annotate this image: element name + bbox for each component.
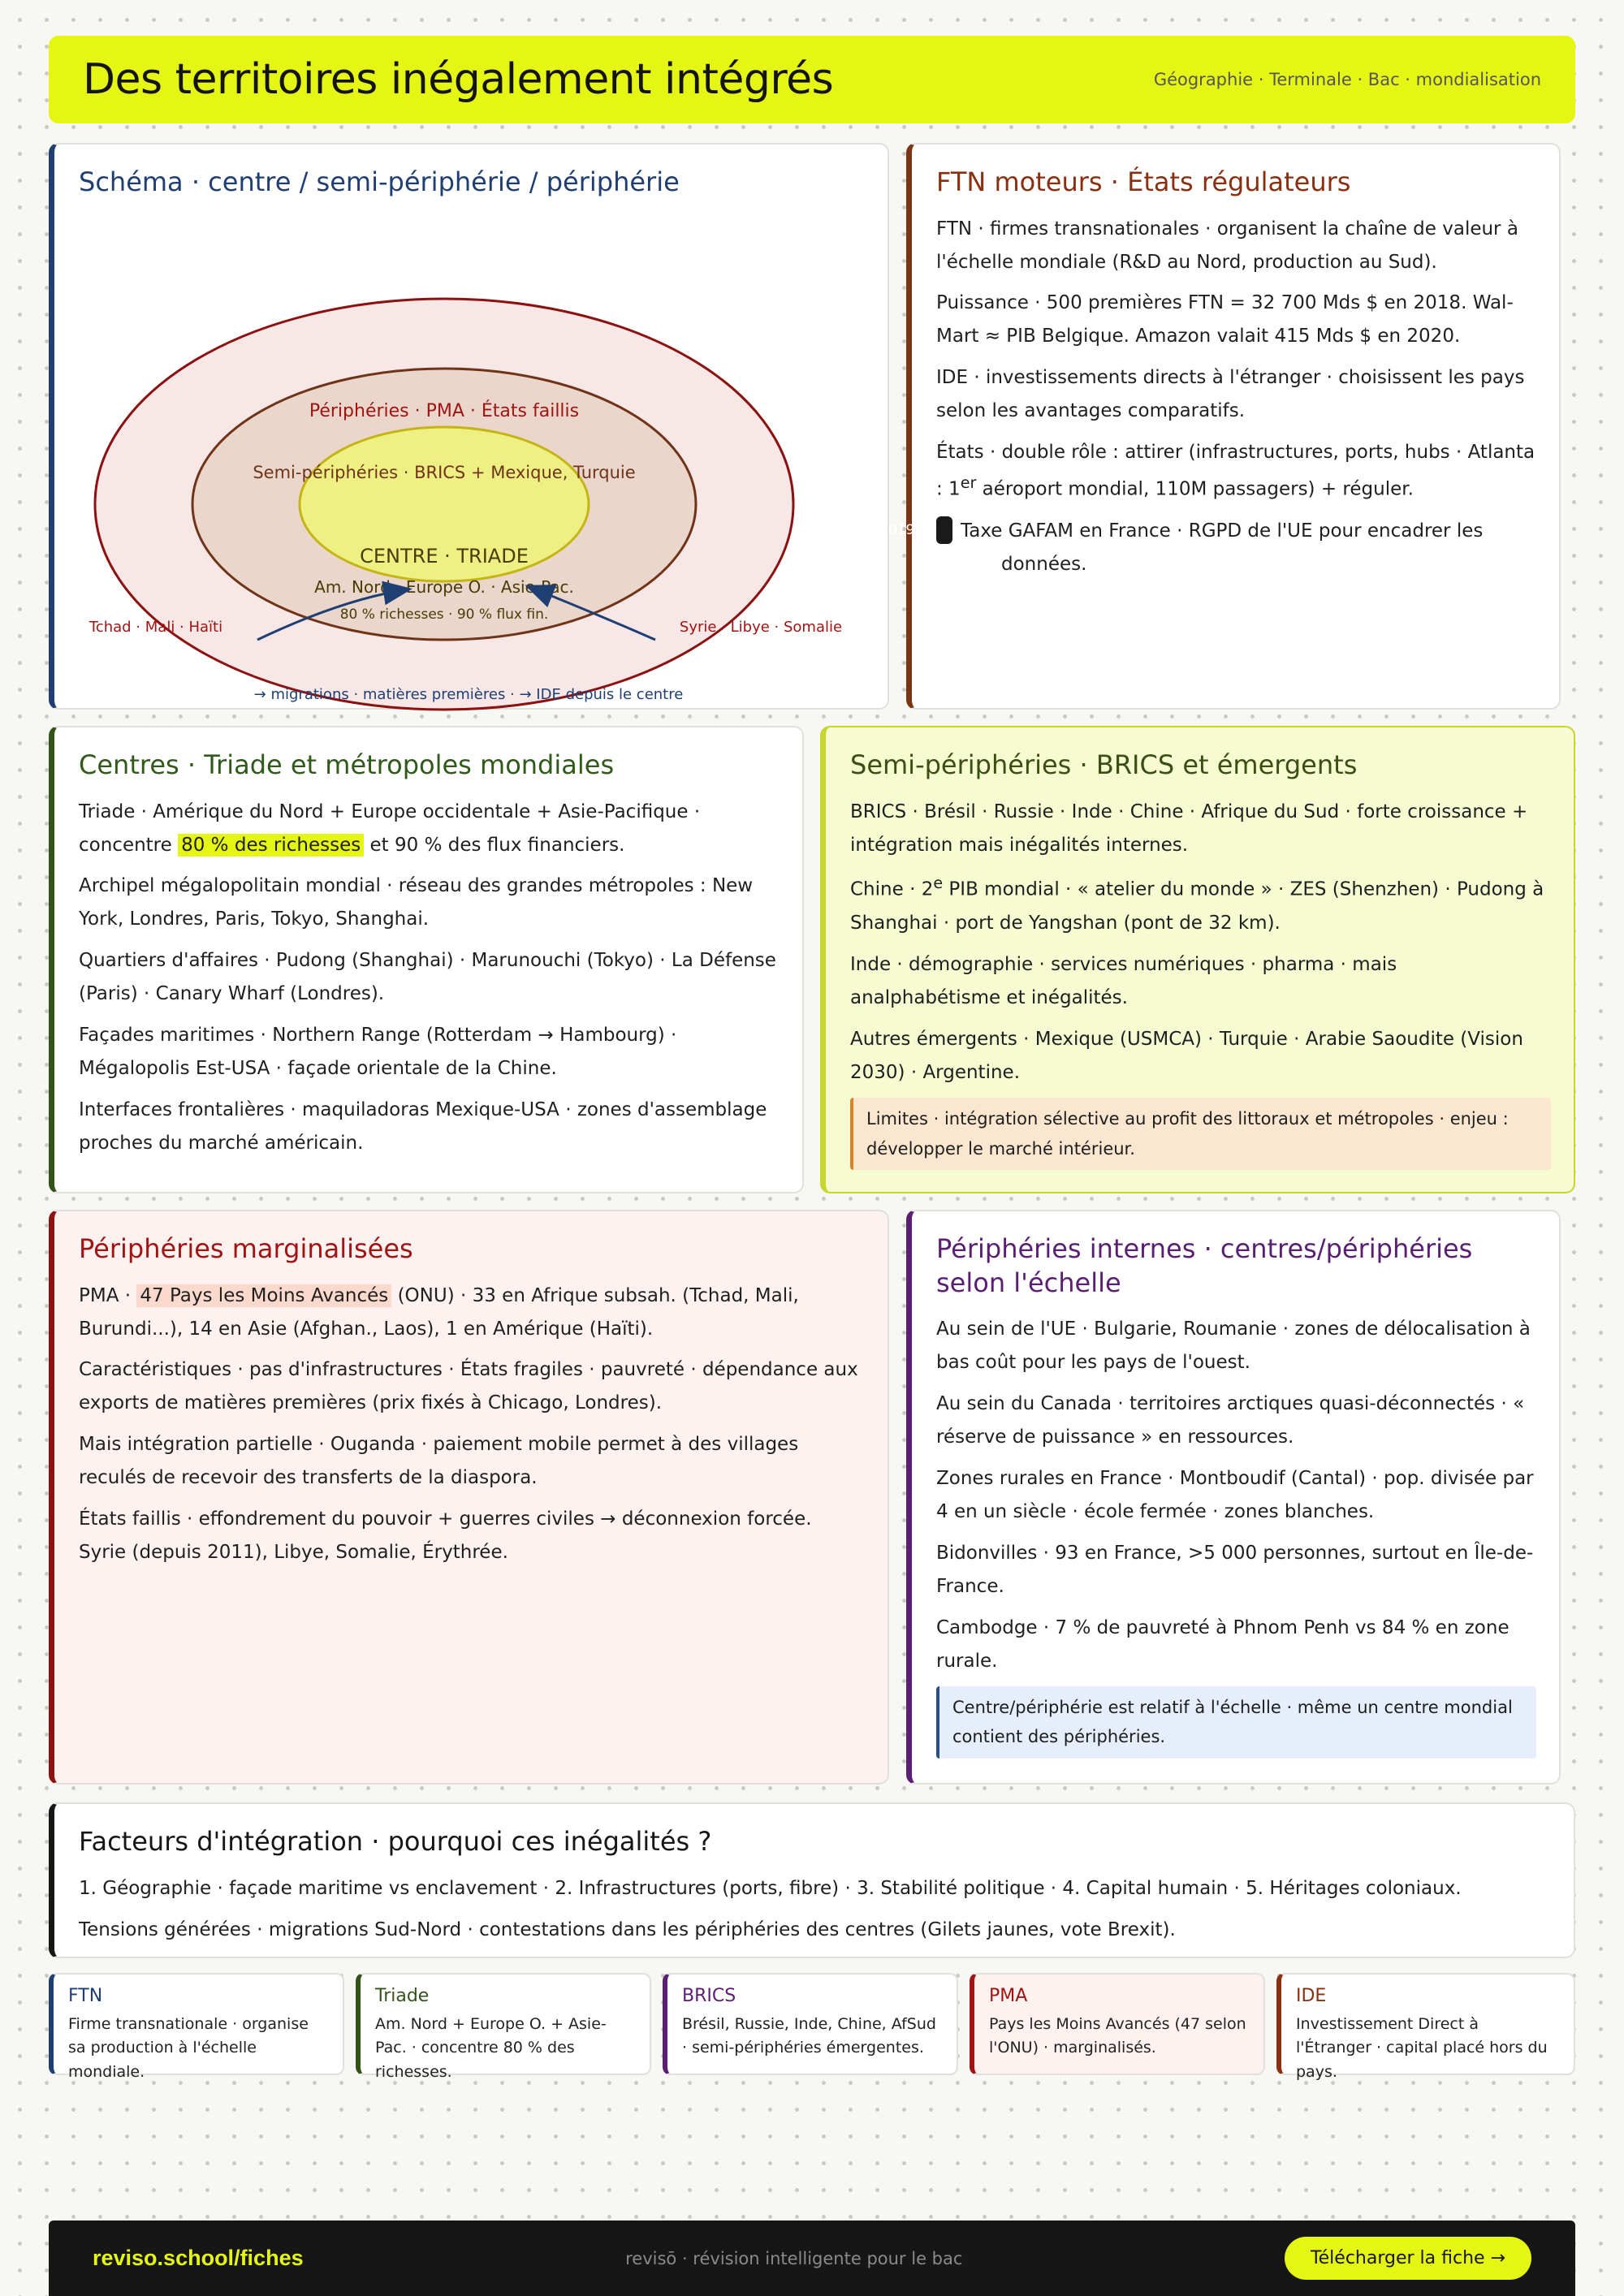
facteurs-tensions: Tensions générées · migrations Sud-Nord · contestations dans les périphéries des centres (Gilets jaunes, vote Brexit). bbox=[79, 1918, 1176, 1940]
semi-brics: BRICS · Brésil · Russie · Inde · Chine · Afrique du Sud · forte croissance + intégration mais inégalités internes. bbox=[850, 801, 1528, 856]
download-button[interactable]: Télécharger la fiche → bbox=[1285, 2237, 1531, 2280]
peripheries-pma: PMA · 47 Pays les Moins Avancés (ONU) · 33 en Afrique subsah. (Tchad, Mali, Burundi...), 14 en Asie (Afghan., Laos), 1 en Amérique (Haïti). bbox=[79, 1284, 799, 1340]
centres-quartiers: Quartiers d'affaires · Pudong (Shanghai) · Marunouchi (Tokyo) · La Défense (Paris) · Canary Wharf (Londres). bbox=[79, 950, 776, 1005]
centres-title: Centres · Triade et métropoles mondiales bbox=[79, 749, 615, 780]
internes-cambodge: Cambodge · 7 % de pauvreté à Phnom Penh vs 84 % en zone rurale. bbox=[936, 1616, 1510, 1672]
semi-chine: Chine · $2^e$ PIB mondial · « atelier du monde » · ZES (Shenzhen) · Pudong à Shanghai · port de Yangshan (pont de 32 km). bbox=[850, 874, 1544, 934]
centre-title: CENTRE · TRIADE bbox=[360, 545, 529, 568]
ftn-regulation: 2019 Taxe GAFAM en France · RGPD de l'UE pour encadrer les données. bbox=[936, 515, 1536, 581]
schema-card bbox=[49, 143, 889, 710]
footer-tagline: revisō · révision intelligente pour le bac bbox=[625, 2248, 963, 2268]
semi-title: Semi-périphéries · BRICS et émergents bbox=[850, 749, 1358, 780]
ftn-title: FTN moteurs · États régulateurs bbox=[936, 166, 1351, 197]
glossary-term: PMA bbox=[989, 1986, 1028, 2006]
internes-title: Périphéries internes · centres/périphéries selon l'échelle bbox=[936, 1233, 1473, 1298]
centre-periphery-diagram bbox=[71, 226, 875, 703]
glossary-ide bbox=[1276, 1973, 1575, 2081]
glossary-def: Firme transnationale · organise sa production à l'échelle mondiale. bbox=[68, 2015, 309, 2081]
internes-card bbox=[906, 1210, 1561, 1785]
peripheries-etats-faillis: États faillis · effondrement du pouvoir + guerres civiles → déconnexion forcée. Syrie (depuis 2011), Libye, Somalie, Érythrée. bbox=[79, 1508, 812, 1564]
glossary-term: Triade bbox=[375, 1986, 430, 2006]
internes-bidonvilles: Bidonvilles · 93 en France, >5 000 personnes, surtout en Île-de-France. bbox=[936, 1542, 1534, 1597]
glossary-ftn bbox=[49, 1973, 344, 2081]
highlight-pma: 47 Pays les Moins Avancés bbox=[136, 1284, 391, 1307]
page-header bbox=[49, 36, 1575, 123]
semi-card bbox=[820, 726, 1575, 1193]
facteurs-title: Facteurs d'intégration · pourquoi ces inégalités ? bbox=[79, 1826, 712, 1857]
centres-interfaces: Interfaces frontalières · maquiladoras Mexique-USA · zones d'assemblage proches du marché américain. bbox=[79, 1099, 767, 1154]
semi-periphery-label: Semi-périphéries · BRICS + Mexique, Turquie bbox=[253, 463, 636, 482]
ftn-ide: IDE · investissements directs à l'étranger · choisissent les pays selon les avantages comparatifs. bbox=[936, 367, 1525, 422]
semi-inde: Inde · démographie · services numériques · pharma · mais analphabétisme et inégalités. bbox=[850, 954, 1397, 1008]
left-countries-label: Tchad · Mali · Haïti bbox=[89, 619, 223, 636]
centre-line1: Am. Nord · Europe O. · Asie-Pac. bbox=[314, 577, 574, 597]
periphery-label: Périphéries · PMA · États faillis bbox=[309, 401, 580, 421]
centres-facades: Façades maritimes · Northern Range (Rotterdam → Hambourg) · Mégalopolis Est-USA · façade orientale de la Chine. bbox=[79, 1025, 677, 1080]
page-footer bbox=[49, 2220, 1575, 2296]
glossary-def: Brésil, Russie, Inde, Chine, AfSud · semi-périphéries émergentes. bbox=[682, 2015, 936, 2057]
internes-ue: Au sein de l'UE · Bulgarie, Roumanie · zones de délocalisation à bas coût pour les pays de l'ouest. bbox=[936, 1318, 1531, 1374]
page-title: Des territoires inégalement intégrés bbox=[83, 55, 834, 104]
schema-title: Schéma · centre / semi-périphérie / périphérie bbox=[79, 166, 680, 197]
glossary-triade bbox=[356, 1973, 651, 2081]
ftn-power: Puissance · 500 premières FTN = 32 700 Mds $ en 2018. Wal-Mart ≈ PIB Belgique. Amazon valait 415 Mds $ en 2020. bbox=[936, 292, 1514, 347]
glossary-brics bbox=[663, 1973, 958, 2075]
year-chip: 2019 bbox=[936, 516, 952, 544]
peripheries-caracteristiques: Caractéristiques · pas d'infrastructures · États fragiles · pauvreté · dépendance aux exports de matières premières (prix fixés à Chicago, Londres). bbox=[79, 1359, 858, 1414]
facteurs-card bbox=[49, 1802, 1575, 1958]
ftn-definition: FTN · firmes transnationales · organisent la chaîne de valeur à l'échelle mondiale (R&D au Nord, production au Sud). bbox=[936, 218, 1518, 273]
glossary-term: IDE bbox=[1296, 1986, 1327, 2006]
centres-archipel: Archipel mégalopolitain mondial · réseau des grandes métropoles : New York, Londres, Paris, Tokyo, Shanghai. bbox=[79, 875, 754, 930]
centres-card bbox=[49, 726, 804, 1193]
peripheries-title: Périphéries marginalisées bbox=[79, 1233, 413, 1264]
ftn-card bbox=[879, 143, 1561, 710]
site-link[interactable]: reviso.school/fiches bbox=[93, 2246, 304, 2270]
flows-label: → migrations · matières premières · → IDE depuis le centre bbox=[253, 686, 684, 703]
glossary-pma bbox=[970, 1973, 1265, 2075]
semi-limites-note: Limites · intégration sélective au profit des littoraux et métropoles · enjeu : développer le marché intérieur. bbox=[850, 1098, 1551, 1171]
right-countries-label: Syrie · Libye · Somalie bbox=[679, 619, 843, 636]
glossary-term: BRICS bbox=[682, 1986, 736, 2006]
semi-autres: Autres émergents · Mexique (USMCA) · Turquie · Arabie Saoudite (Vision 2030) · Argentine. bbox=[850, 1028, 1523, 1083]
centres-triade: Triade · Amérique du Nord + Europe occidentale + Asie-Pacifique · concentre 80 % des richesses et 90 % des flux financiers. bbox=[79, 801, 701, 856]
internes-echelle-note: Centre/périphérie est relatif à l'échelle · même un centre mondial contient des périphéries. bbox=[936, 1686, 1536, 1759]
glossary-term: FTN bbox=[68, 1986, 103, 2006]
ftn-states: États · double rôle : attirer (infrastructures, ports, hubs · Atlanta : 1er aéroport mondial, 110M passagers) + réguler. bbox=[936, 442, 1535, 500]
peripheries-card bbox=[49, 1210, 889, 1785]
internes-rural-france: Zones rurales en France · Montboudif (Cantal) · pop. divisée par 4 en un siècle · école fermée · zones blanches. bbox=[936, 1467, 1534, 1522]
peripheries-integration: Mais intégration partielle · Ouganda · paiement mobile permet à des villages reculés de recevoir des transferts de la diaspora. bbox=[79, 1434, 799, 1489]
facteurs-list: 1. Géographie · façade maritime vs enclavement · 2. Infrastructures (ports, fibre) · 3. Stabilité politique · 4. Capital humain · 5. Héritages coloniaux. bbox=[79, 1877, 1462, 1899]
internes-canada: Au sein du Canada · territoires arctiques quasi-déconnectés · « réserve de puissance » en ressources. bbox=[936, 1393, 1525, 1448]
glossary-def: Pays les Moins Avancés (47 selon l'ONU) · marginalisés. bbox=[989, 2015, 1246, 2057]
page-tags: Géographie · Terminale · Bac · mondialisation bbox=[1153, 70, 1541, 89]
glossary-def: Am. Nord + Europe O. + Asie-Pac. · concentre 80 % des richesses. bbox=[375, 2015, 607, 2081]
glossary-def: Investissement Direct à l'Étranger · capital placé hors du pays. bbox=[1296, 2015, 1548, 2081]
highlight-richesses: 80 % des richesses bbox=[178, 834, 364, 857]
centre-line2: 80 % richesses · 90 % flux fin. bbox=[339, 606, 549, 623]
